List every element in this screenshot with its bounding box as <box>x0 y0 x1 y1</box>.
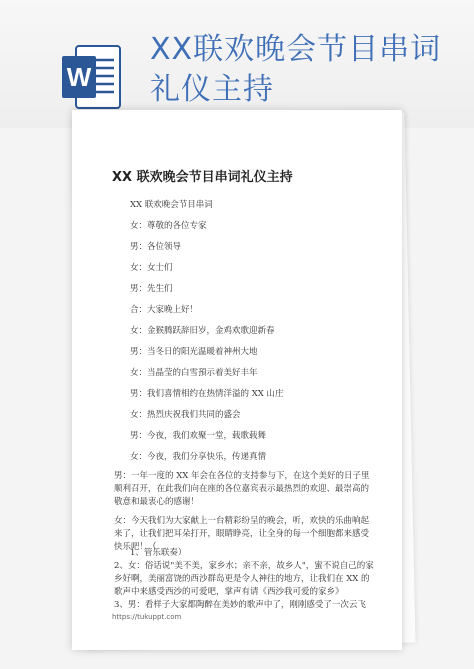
doc-line: XX 联欢晚会节目串词 <box>130 200 213 210</box>
footer-url: https://tukuppt.com <box>112 613 182 621</box>
banner-title-line1: XX联欢晚会节目串词 <box>150 32 442 67</box>
doc-line: 女：热烈庆祝我们共同的盛会 <box>130 410 241 420</box>
word-icon <box>60 42 122 112</box>
doc-line: 男：今夜，我们欢聚一堂，载歌载舞 <box>130 431 267 441</box>
doc-line: 女：女士们 <box>130 263 173 273</box>
doc-paragraph: 3、男：看样子大家都陶醉在美妙的歌声中了，刚刚感受了一次云飞 <box>114 600 366 610</box>
document-title: XX 联欢晚会节目串词礼仪主持 <box>112 170 293 185</box>
doc-line: 女：当晶莹的白雪預示着美好丰年 <box>130 368 258 378</box>
doc-line: 合：大家晚上好！ <box>130 305 199 315</box>
doc-line: 女：尊敬的各位专家 <box>130 221 207 231</box>
section-heading: 1、管乐联奏） <box>130 548 187 558</box>
doc-paragraph: 男：一年一度的 XX 年会在各位的支持参与下，在这个美好的日子里顺利召开，在此我们向在座的各位嘉宾表示最热烈的欢迎、最崇高的敬意和最衷心的感谢！ <box>114 471 370 507</box>
doc-paragraph: 女：今天我们为大家献上一台精彩纷呈的晚会，听，欢快的乐曲响起来了，让我们把耳朵打开，眼睛睁亮，让全身的每一个细胞都来感受快乐吧！（ <box>114 516 370 552</box>
banner-title-line2: 礼仪主持 <box>150 72 274 107</box>
doc-line: 男：先生们 <box>130 284 173 294</box>
banner-title <box>150 30 470 110</box>
svg-text:W: W <box>66 62 92 92</box>
doc-paragraph: 2、女：俗话说"美不美，家乡水；亲不亲，故乡人"，蜜不说自己的家乡好啊，美丽富饶的西沙群岛更是令人神往的地方，让我们在 XX 的歌声中来感受西沙的可爱吧，掌声有请《西沙我可爱的家乡》 <box>114 561 374 597</box>
header-banner <box>0 0 474 128</box>
doc-line: 男：各位领导 <box>130 242 182 252</box>
doc-line: 女：今夜，我们分享快乐，传递真情 <box>130 452 267 462</box>
doc-line: 男：当冬日的阳光温暖着神州大地 <box>130 347 258 357</box>
doc-line: 男：我们喜情相约在热情洋溢的 XX 山庄 <box>130 389 284 399</box>
doc-line: 女：金猴腾跃辞旧岁，金鸡欢歌迎新春 <box>130 326 275 336</box>
